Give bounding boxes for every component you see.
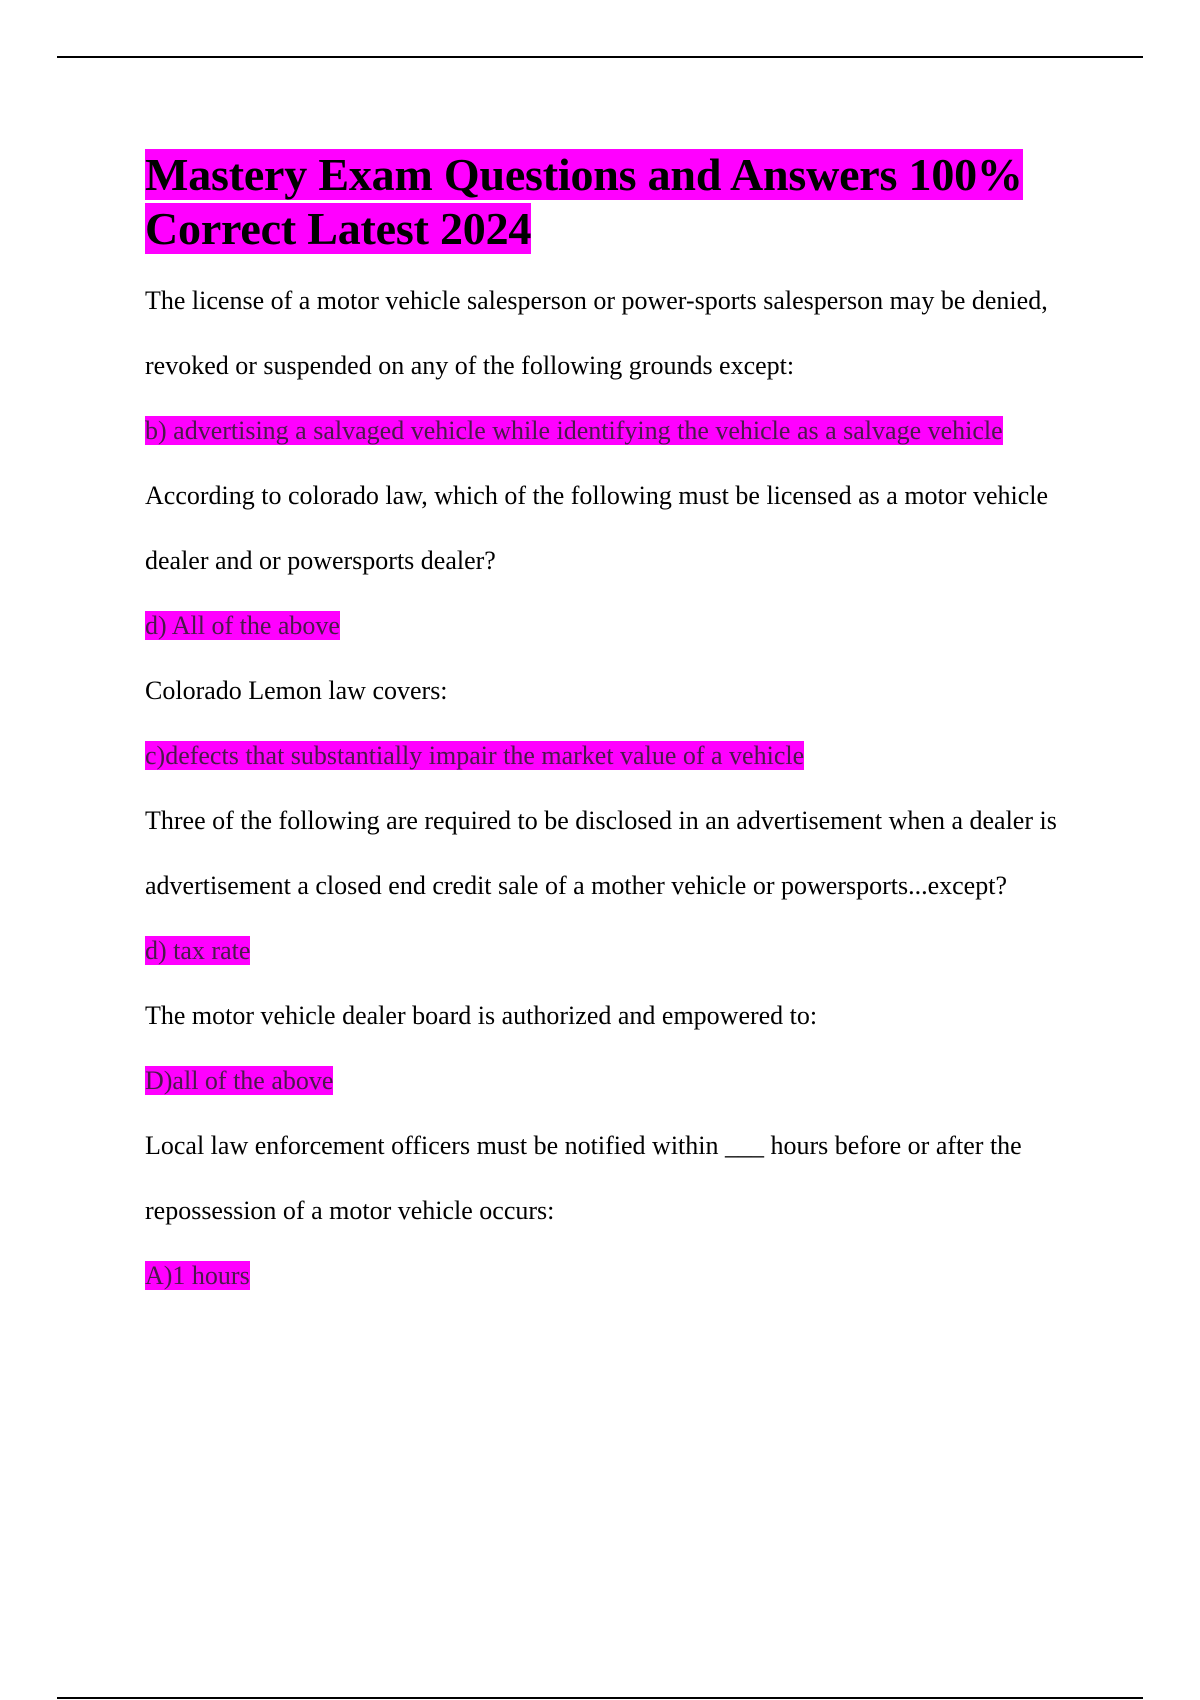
answer-1 [145, 398, 1085, 463]
top-rule [57, 56, 1143, 58]
question-1: The license of a motor vehicle salesperson or power-sports salesperson may be denied, revoked or suspended on any of the following grounds except: [145, 286, 1048, 380]
answer-highlight: A)1 hours [145, 1261, 250, 1290]
bottom-rule [57, 1697, 1143, 1699]
answer-5 [145, 1048, 1085, 1113]
answer-highlight: b) advertising a salvaged vehicle while identifying the vehicle as a salvage vehicle [145, 416, 1003, 445]
document-title [145, 148, 1085, 256]
question-3: Colorado Lemon law covers: [145, 676, 448, 705]
answer-4 [145, 918, 1085, 983]
answer-highlight: c)defects that substantially impair the market value of a vehicle [145, 741, 805, 770]
question-4: Three of the following are required to be disclosed in an advertisement when a dealer is advertisement a closed end credit sale of a mother vehicle or powersports...except? [145, 806, 1057, 900]
question-2: According to colorado law, which of the following must be licensed as a motor vehicle dealer and or powersports dealer? [145, 481, 1049, 575]
question-5: The motor vehicle dealer board is authorized and empowered to: [145, 1001, 818, 1030]
answer-6 [145, 1243, 1085, 1308]
document-body [145, 148, 1085, 1308]
answer-3 [145, 723, 1085, 788]
answer-highlight: D)all of the above [145, 1066, 334, 1095]
answer-2 [145, 593, 1085, 658]
answer-highlight: d) tax rate [145, 936, 251, 965]
title-highlight: Mastery Exam Questions and Answers 100% Correct Latest 2024 [145, 149, 1023, 254]
answer-highlight: d) All of the above [145, 611, 340, 640]
question-6: Local law enforcement officers must be notified within ___ hours before or after the repossession of a motor vehicle occurs: [145, 1131, 1022, 1225]
